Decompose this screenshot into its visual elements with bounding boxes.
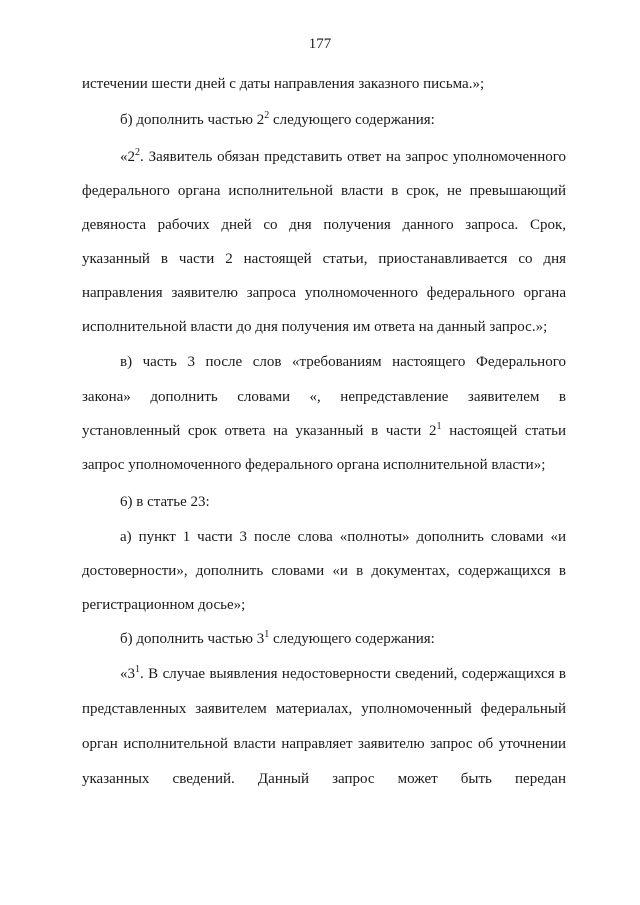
text-line: истечении шести дней с даты направления заказного письма.»;: [82, 76, 485, 92]
text-line: «$2^2$. Заявитель обязан представить ответ на запрос уполномоченного: [120, 147, 566, 165]
page-number: 177: [308, 36, 332, 52]
superscript: 2: [135, 147, 140, 158]
text-line: девяноста рабочих дней со дня получения данного запроса. Срок,: [82, 217, 566, 233]
text-line: а) пункт 1 части 3 после слова «полноты» дополнить словами «и: [120, 529, 566, 545]
text-line: б) дополнить частью $2^2$ следующего содержания:: [120, 110, 435, 128]
text-line: указанных сведений. Данный запрос может быть передан: [82, 771, 566, 787]
text-line: регистрационном досье»;: [82, 597, 246, 613]
text-line: б) дополнить частью $3^1$ следующего содержания:: [120, 629, 435, 647]
text-line: направления заявителю запроса уполномоченного федерального органа: [82, 285, 566, 301]
text-line: закона» дополнить словами «, непредставление заявителем в: [82, 389, 566, 405]
text-line: «$3^1$. В случае выявления недостоверности сведений, содержащихся в: [120, 664, 566, 682]
text-line: установленный срок ответа на указанный в части $2^1$ настоящей статьи: [82, 421, 567, 439]
superscript: 1: [436, 421, 442, 432]
text-line: указанный в части 2 настоящей статьи, приостанавливается со дня: [82, 251, 566, 267]
text-line: исполнительной власти до дня получения им ответа на данный запрос.»;: [82, 319, 548, 335]
text-line: орган исполнительной власти направляет заявителю запрос об уточнении: [82, 736, 566, 752]
text-line: 6) в статье 23:: [120, 494, 210, 510]
text-line: федерального органа исполнительной власти в срок, не превышающий: [82, 183, 566, 199]
superscript: 1: [264, 629, 270, 640]
superscript: 1: [135, 664, 140, 675]
text-line: запрос уполномоченного федерального органа исполнительной власти»;: [82, 457, 546, 473]
superscript: 2: [264, 110, 270, 121]
text-line: достоверности», дополнить словами «и в документах, содержащихся в: [82, 563, 566, 579]
text-line: в) часть 3 после слов «требованиям настоящего Федерального: [120, 354, 566, 370]
text-line: представленных заявителем материалах, уполномоченный федеральный: [82, 701, 566, 717]
